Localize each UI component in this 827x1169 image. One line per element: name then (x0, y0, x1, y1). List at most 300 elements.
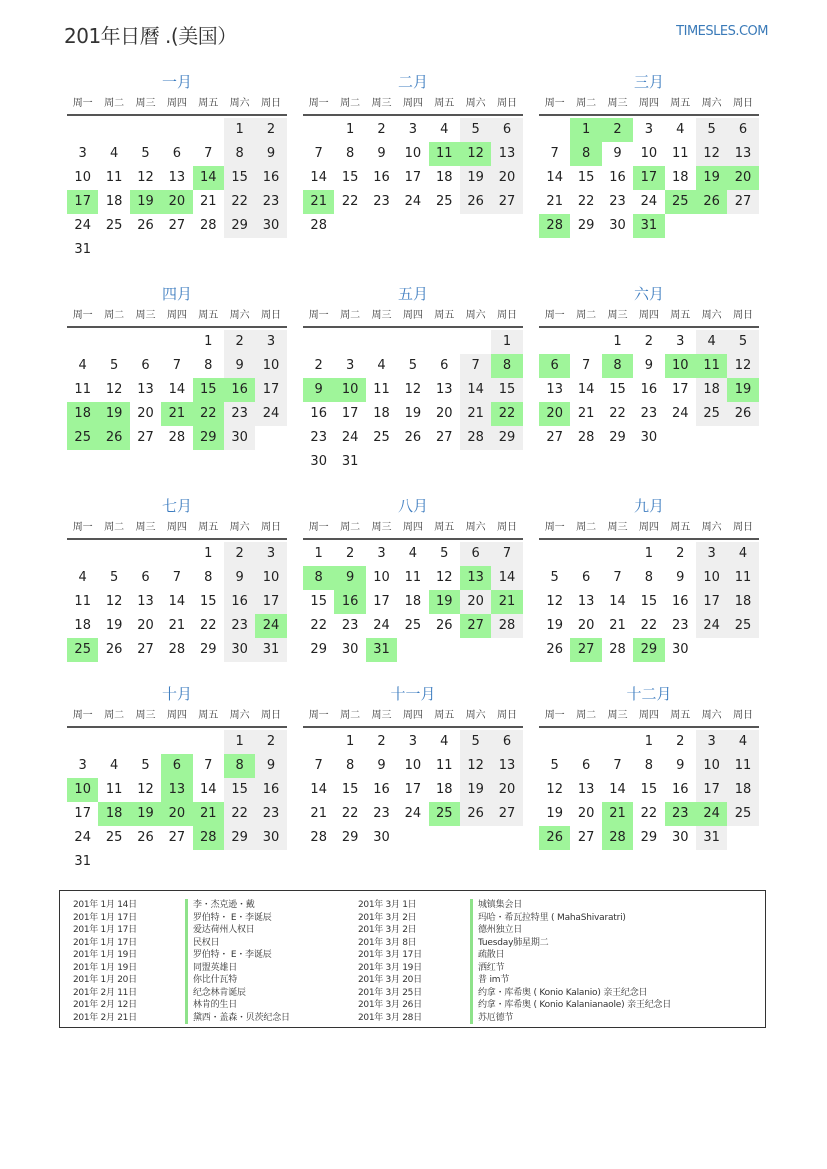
holiday-date: 201年 3月 25日 (358, 987, 422, 998)
holiday-list-right (358, 899, 671, 1024)
day-cell: 19 (546, 806, 563, 821)
holiday-row (358, 937, 671, 950)
day-cell: 30 (224, 638, 255, 662)
day-cell: 23 (373, 806, 390, 821)
empty-cell (67, 330, 98, 354)
day-cell-holiday: 27 (460, 614, 491, 638)
day-cell: 13 (577, 782, 595, 797)
weekday-label: 周一 (544, 98, 565, 109)
holiday-date: 201年 3月 2日 (358, 925, 417, 935)
day-cell: 11 (404, 570, 422, 585)
day-cell: 13 (577, 594, 595, 609)
day-cell-holiday: 29 (193, 426, 224, 450)
month-block (303, 496, 523, 662)
holiday-name: 林肯的生日 (185, 999, 237, 1012)
day-cell: 16 (310, 406, 327, 421)
day-cell: 7 (204, 758, 213, 773)
holiday-name: 民权日 (185, 937, 219, 950)
weekday-label: 周一 (308, 710, 329, 721)
weekday-label: 周一 (72, 522, 93, 533)
day-cell: 28 (310, 830, 327, 845)
day-cell: 17 (404, 170, 422, 185)
holiday-row (358, 924, 671, 937)
weekday-label: 周六 (701, 710, 722, 721)
weekday-label: 周四 (166, 310, 187, 321)
weekday-label: 周五 (670, 310, 691, 321)
day-cell: 6 (581, 570, 591, 585)
day-cell-holiday: 20 (539, 402, 570, 426)
day-cell: 9 (377, 146, 386, 161)
empty-cell (460, 330, 491, 354)
weekday-label: 周二 (340, 710, 361, 721)
day-cell: 31 (74, 242, 91, 257)
day-cell: 30 (224, 426, 255, 450)
day-cell: 18 (373, 406, 390, 421)
day-cell: 20 (137, 406, 154, 421)
holiday-name: 德州独立日 (470, 924, 522, 937)
day-cell-holiday: 26 (98, 426, 129, 450)
weekday-header (303, 518, 523, 540)
weekday-label: 周日 (733, 98, 754, 109)
weekday-label: 周五 (434, 98, 455, 109)
day-cell: 30 (255, 826, 286, 850)
day-cell: 25 (404, 618, 422, 633)
day-cell: 6 (440, 358, 449, 373)
day-cell: 5 (408, 358, 417, 373)
day-cell: 13 (137, 382, 154, 397)
day-cell-holiday: 8 (303, 566, 334, 590)
empty-cell (130, 118, 161, 142)
day-cell: 25 (105, 218, 123, 233)
day-cell: 12 (105, 594, 123, 609)
day-cell: 2 (377, 734, 386, 749)
day-cell-holiday: 28 (539, 214, 570, 238)
day-cell: 22 (341, 806, 359, 821)
day-cell: 21 (577, 406, 595, 421)
empty-cell (193, 730, 224, 754)
day-cell-holiday: 25 (67, 638, 98, 662)
weekday-label: 周四 (166, 522, 187, 533)
holiday-date: 201年 2月 12日 (73, 1000, 137, 1010)
day-cell: 16 (255, 778, 286, 802)
day-cell: 21 (199, 194, 217, 209)
weekday-label: 周六 (229, 310, 250, 321)
weekday-label: 周一 (308, 98, 329, 109)
day-cell-holiday: 26 (539, 826, 570, 850)
holiday-date: 201年 3月 19日 (358, 962, 422, 973)
empty-cell (130, 330, 161, 354)
brand-logo-text[interactable]: TIMESLES.COM (676, 24, 768, 39)
day-grid (539, 330, 759, 450)
day-cell: 3 (644, 122, 653, 137)
weekday-label: 周二 (576, 98, 597, 109)
day-cell: 4 (440, 734, 449, 749)
weekday-label: 周六 (229, 522, 250, 533)
day-cell: 13 (727, 142, 758, 166)
weekday-label: 周三 (607, 98, 628, 109)
weekday-header (539, 518, 759, 540)
day-cell: 31 (341, 454, 359, 469)
day-cell: 31 (696, 826, 727, 850)
day-grid (303, 118, 523, 238)
holiday-row (358, 974, 671, 987)
empty-cell (429, 330, 460, 354)
day-cell: 3 (78, 758, 87, 773)
day-grid (539, 118, 759, 238)
day-cell: 14 (310, 782, 327, 797)
holiday-row (358, 987, 671, 1000)
day-cell: 1 (204, 334, 213, 349)
day-cell-holiday: 8 (602, 354, 633, 378)
day-cell: 25 (435, 194, 453, 209)
weekday-label: 周三 (135, 98, 156, 109)
day-cell: 12 (137, 782, 154, 797)
day-cell: 13 (168, 170, 186, 185)
day-cell: 26 (727, 402, 758, 426)
day-cell: 11 (105, 170, 123, 185)
day-cell: 19 (404, 406, 422, 421)
day-cell: 17 (255, 590, 286, 614)
weekday-header (539, 94, 759, 116)
weekday-label: 周五 (198, 310, 219, 321)
day-cell: 10 (255, 354, 286, 378)
day-cell: 12 (546, 594, 563, 609)
day-cell: 7 (172, 570, 181, 585)
holiday-date: 201年 1月 14日 (73, 900, 137, 910)
day-cell: 26 (546, 642, 563, 657)
day-cell: 9 (377, 758, 386, 773)
holiday-row (73, 899, 290, 912)
month-name: 一月 (161, 73, 192, 91)
weekday-label: 周日 (497, 310, 518, 321)
day-cell-holiday: 9 (303, 378, 334, 402)
holiday-date: 201年 3月 17日 (358, 950, 422, 960)
day-cell: 22 (609, 406, 626, 421)
day-cell-holiday: 11 (429, 142, 460, 166)
day-cell: 27 (435, 430, 453, 445)
day-cell: 16 (640, 382, 658, 397)
day-cell-holiday: 24 (255, 614, 286, 638)
day-cell: 15 (341, 170, 359, 185)
day-cell-holiday: 13 (460, 566, 491, 590)
holiday-name: 普 im节 (470, 974, 509, 987)
weekday-header (539, 306, 759, 328)
weekday-label: 周四 (402, 310, 423, 321)
day-cell: 20 (577, 806, 595, 821)
day-cell: 9 (255, 142, 286, 166)
day-cell: 13 (491, 754, 522, 778)
weekday-label: 周五 (434, 710, 455, 721)
empty-cell (161, 730, 192, 754)
holiday-name: 疏散日 (470, 949, 504, 962)
weekday-header (67, 518, 287, 540)
day-cell: 24 (341, 430, 359, 445)
empty-cell (539, 118, 570, 142)
holiday-date: 201年 1月 17日 (73, 937, 137, 948)
day-cell: 21 (460, 402, 491, 426)
weekday-label: 周三 (135, 310, 156, 321)
day-cell: 1 (204, 546, 213, 561)
empty-cell (67, 118, 98, 142)
day-cell: 1 (224, 730, 255, 754)
day-cell: 18 (727, 778, 758, 802)
day-cell-holiday: 8 (224, 754, 255, 778)
day-cell: 19 (460, 166, 491, 190)
day-cell: 27 (546, 430, 563, 445)
day-cell: 17 (341, 406, 359, 421)
day-cell: 30 (671, 830, 689, 845)
day-cell: 23 (671, 618, 689, 633)
day-cell: 26 (404, 430, 422, 445)
day-cell: 7 (204, 146, 213, 161)
holiday-name: 玛哈・希瓦拉特里 ( MahaShivaratri) (470, 912, 626, 925)
holiday-list (59, 890, 766, 1028)
day-cell: 16 (373, 170, 390, 185)
day-cell: 5 (440, 546, 449, 561)
empty-cell (539, 542, 570, 566)
day-cell-holiday: 21 (303, 190, 334, 214)
day-cell: 16 (224, 590, 255, 614)
weekday-label: 周四 (402, 710, 423, 721)
day-cell: 3 (377, 546, 386, 561)
day-cell: 9 (644, 358, 653, 373)
day-cell: 9 (224, 354, 255, 378)
empty-cell (193, 118, 224, 142)
day-cell: 25 (696, 402, 727, 426)
day-cell: 5 (460, 118, 491, 142)
day-cell: 8 (204, 358, 213, 373)
day-cell: 4 (727, 730, 758, 754)
day-cell: 1 (345, 734, 355, 749)
weekday-label: 周日 (261, 710, 282, 721)
day-cell: 20 (460, 590, 491, 614)
day-cell-holiday: 21 (491, 590, 522, 614)
holiday-date: 201年 3月 8日 (358, 937, 417, 948)
day-cell-holiday: 19 (696, 166, 727, 190)
day-cell: 28 (310, 218, 327, 233)
day-cell: 4 (696, 330, 727, 354)
day-cell: 3 (676, 334, 685, 349)
weekday-label: 周四 (402, 98, 423, 109)
holiday-date: 201年 1月 19日 (73, 962, 137, 973)
day-cell-holiday: 17 (633, 166, 664, 190)
day-cell: 5 (550, 570, 559, 585)
holiday-name: 你比什瓦特 (185, 974, 237, 987)
day-cell: 24 (373, 618, 390, 633)
day-cell: 30 (255, 214, 286, 238)
day-cell: 22 (341, 194, 359, 209)
weekday-label: 周日 (497, 522, 518, 533)
day-cell: 10 (696, 754, 727, 778)
day-cell-holiday: 29 (633, 638, 664, 662)
day-cell: 11 (373, 382, 390, 397)
day-cell: 12 (105, 382, 123, 397)
day-cell: 11 (435, 758, 453, 773)
day-cell: 5 (109, 358, 119, 373)
day-cell: 1 (613, 334, 622, 349)
weekday-label: 周日 (261, 310, 282, 321)
weekday-label: 周一 (308, 310, 329, 321)
day-cell: 17 (255, 378, 286, 402)
day-cell-holiday: 10 (67, 778, 98, 802)
holiday-name: 罗伯特・ E・李诞辰 (185, 949, 272, 962)
day-cell: 22 (640, 806, 658, 821)
weekday-label: 周四 (402, 522, 423, 533)
holiday-row (73, 949, 290, 962)
empty-cell (161, 542, 192, 566)
holiday-name: 约拿・库希奥 ( Konio Kalanianaole) 亲王纪念日 (470, 999, 671, 1012)
day-cell-holiday: 27 (570, 638, 601, 662)
weekday-label: 周六 (465, 310, 486, 321)
day-cell-holiday: 25 (429, 802, 460, 826)
weekday-label: 周三 (371, 98, 392, 109)
holiday-row (73, 999, 290, 1012)
weekday-label: 周五 (434, 522, 455, 533)
day-cell-holiday: 23 (665, 802, 696, 826)
weekday-label: 周五 (198, 98, 219, 109)
weekday-header (303, 306, 523, 328)
month-name: 十月 (161, 685, 192, 703)
day-cell-holiday: 31 (633, 214, 664, 238)
holiday-date: 201年 3月 20日 (358, 975, 422, 985)
day-cell: 19 (460, 778, 491, 802)
empty-cell (602, 730, 633, 754)
day-cell: 5 (550, 758, 559, 773)
day-cell: 17 (671, 382, 689, 397)
day-cell-holiday: 19 (727, 378, 758, 402)
day-cell-holiday: 15 (193, 378, 224, 402)
day-cell: 23 (640, 406, 658, 421)
day-cell: 1 (345, 122, 355, 137)
day-cell: 30 (671, 642, 689, 657)
day-cell: 26 (105, 642, 123, 657)
day-cell: 21 (168, 618, 186, 633)
day-cell: 25 (373, 430, 390, 445)
day-cell-holiday: 25 (67, 426, 98, 450)
day-cell: 26 (137, 830, 154, 845)
day-cell-holiday: 21 (193, 802, 224, 826)
day-cell: 15 (310, 594, 327, 609)
day-cell: 15 (224, 778, 255, 802)
holiday-date: 201年 1月 20日 (73, 975, 137, 985)
day-cell: 24 (255, 402, 286, 426)
holiday-name: 爱达荷州人权日 (185, 924, 255, 937)
day-cell: 23 (310, 430, 327, 445)
holiday-date: 201年 3月 28日 (358, 1012, 422, 1023)
day-cell: 3 (255, 542, 286, 566)
weekday-header (539, 706, 759, 728)
day-cell: 25 (727, 614, 758, 638)
weekday-label: 周四 (638, 710, 659, 721)
day-cell: 16 (255, 166, 286, 190)
day-cell: 6 (727, 118, 758, 142)
day-cell: 3 (408, 734, 417, 749)
day-cell: 29 (341, 830, 359, 845)
day-cell: 9 (613, 146, 622, 161)
day-cell-holiday: 8 (491, 354, 522, 378)
holiday-list-left (73, 899, 290, 1024)
day-cell: 2 (255, 730, 286, 754)
weekday-label: 周二 (104, 98, 125, 109)
day-cell-holiday: 16 (334, 590, 365, 614)
day-cell: 27 (168, 830, 186, 845)
holiday-row (73, 937, 290, 950)
month-block (539, 72, 759, 238)
day-cell-holiday: 6 (539, 354, 570, 378)
empty-cell (98, 542, 129, 566)
day-cell: 14 (310, 170, 327, 185)
weekday-label: 周二 (104, 710, 125, 721)
day-cell: 5 (696, 118, 727, 142)
holiday-date: 201年 3月 1日 (358, 900, 417, 910)
day-cell: 22 (640, 618, 658, 633)
day-cell: 3 (345, 358, 355, 373)
holiday-name: 纪念林肯诞辰 (185, 987, 246, 1000)
holiday-date: 201年 2月 11日 (73, 987, 137, 998)
weekday-label: 周三 (371, 522, 392, 533)
day-cell: 6 (172, 146, 181, 161)
weekday-label: 周二 (340, 310, 361, 321)
weekday-label: 周三 (371, 310, 392, 321)
day-cell: 17 (696, 778, 727, 802)
day-cell: 11 (671, 146, 689, 161)
month-name: 八月 (397, 497, 428, 515)
day-cell: 24 (404, 806, 422, 821)
day-cell: 18 (671, 170, 689, 185)
day-cell: 4 (408, 546, 417, 561)
day-cell: 5 (141, 146, 150, 161)
day-cell: 14 (577, 382, 595, 397)
day-cell: 18 (404, 594, 422, 609)
day-cell: 3 (408, 122, 417, 137)
weekday-label: 周日 (733, 310, 754, 321)
day-cell: 9 (676, 570, 685, 585)
day-cell: 27 (137, 642, 154, 657)
day-cell: 18 (696, 378, 727, 402)
day-cell: 6 (581, 758, 591, 773)
day-cell: 8 (345, 146, 355, 161)
day-cell: 28 (199, 218, 217, 233)
empty-cell (67, 730, 98, 754)
holiday-row (358, 899, 671, 912)
day-cell-holiday: 28 (602, 826, 633, 850)
holiday-name: 李・杰克逊・戴 (185, 899, 255, 912)
day-cell: 3 (78, 146, 87, 161)
day-cell: 8 (644, 758, 653, 773)
day-cell: 26 (435, 618, 453, 633)
holiday-row (358, 912, 671, 925)
day-cell: 6 (141, 570, 150, 585)
day-cell: 2 (224, 542, 255, 566)
day-cell: 15 (224, 166, 255, 190)
day-cell: 9 (676, 758, 685, 773)
day-cell: 7 (314, 146, 323, 161)
holiday-name: 约拿・库希奥 ( Konio Kalanio) 亲王纪念日 (470, 987, 647, 1000)
day-grid (539, 730, 759, 850)
day-cell: 5 (109, 570, 119, 585)
day-cell: 11 (727, 566, 758, 590)
weekday-label: 周六 (701, 522, 722, 533)
empty-cell (570, 730, 601, 754)
day-cell-holiday: 19 (130, 802, 161, 826)
day-cell: 17 (404, 782, 422, 797)
day-cell-holiday: 17 (67, 190, 98, 214)
weekday-label: 周四 (166, 98, 187, 109)
day-cell: 24 (640, 194, 658, 209)
day-cell-holiday: 6 (161, 754, 192, 778)
day-cell: 7 (581, 358, 591, 373)
weekday-label: 周二 (104, 310, 125, 321)
